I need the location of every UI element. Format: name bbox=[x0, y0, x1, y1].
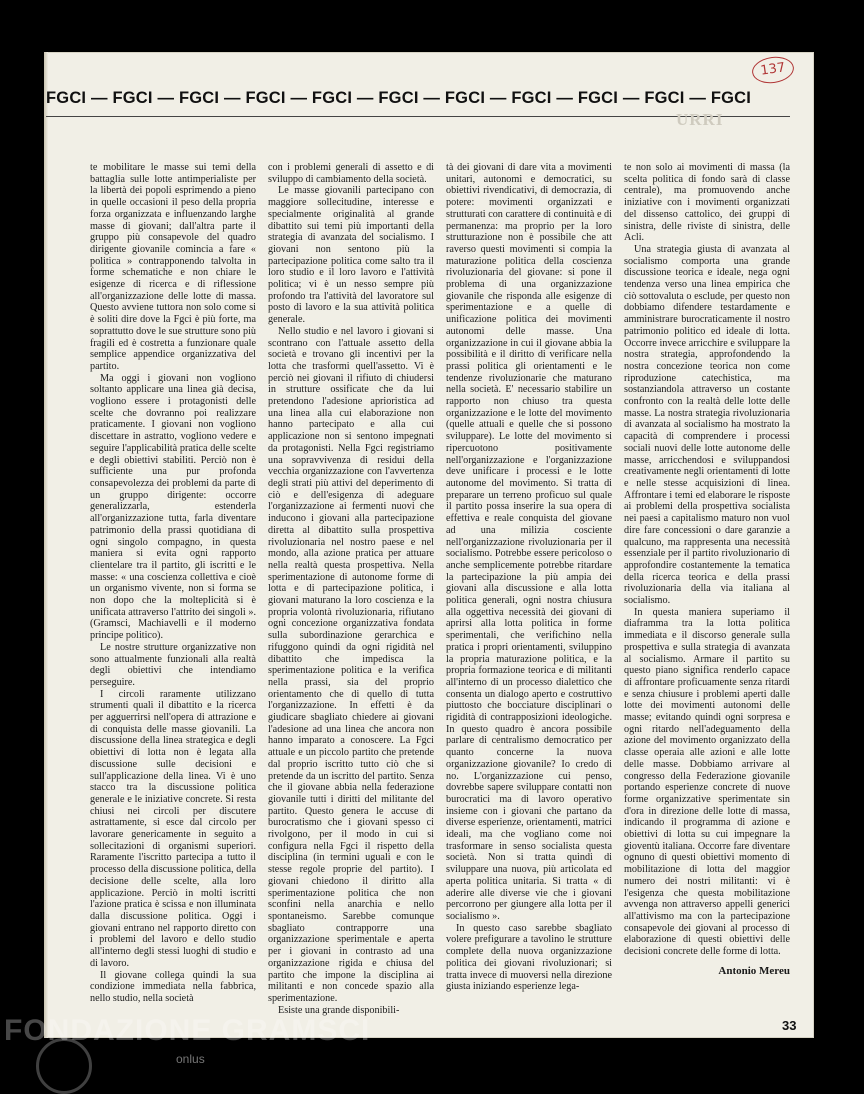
page-edge bbox=[44, 52, 48, 1038]
article-paragraph: I circoli raramente utilizzano strumenti quali il dibattito e la ricerca per agguerrirsi nell'opera di attrazione e di conquista delle masse giovanili. La discussione della linea strategica e degli obiettivi di lotta non è legata alla discussione sulle decisioni e sull'applicazione della linea. Vi è uno stacco tra la discussione politica generale e le iniziative concrete. Si resta chiusi nei circoli per discutere astrattamente, si esce dal circolo per lavorare genericamente in seguito a sollecitazioni di organismi superiori. Raramente l'iscritto partecipa a tutto il processo della discussione politica, della decisione delle scelte, alla loro applicazione. Perciò in molti iscritti l'azione pratica è scissa e non illuminata dalla discussione politica. Oggi i giovani entrano nel rapporto diretto con i problemi del lavoro e dello studio all'interno degli stessi luoghi di studio e di lavoro. bbox=[90, 688, 256, 969]
archive-watermark: FONDAZIONE GRAMSCI bbox=[4, 1014, 371, 1047]
article-column-4 bbox=[624, 162, 790, 1002]
author-signature: Antonio Mereu bbox=[718, 964, 790, 977]
article-paragraph: Esiste una grande disponibili- bbox=[278, 1004, 400, 1016]
article-paragraph: te non solo ai movimenti di massa (la scelta politica di fondo sarà di classe centrale), ma promuovendo anche iniziative con i movimenti organizzati del dissenso cattolico, dei gruppi di sinistra, delle riviste di sinistra, delle Acli. bbox=[624, 162, 790, 244]
article-column-2 bbox=[268, 162, 434, 1016]
article-paragraph: Ma oggi i giovani non vogliono soltanto applicare una linea già decisa, vogliono essere i protagonisti delle scelte che dovranno poi realizzare praticamente. I giovani non vogliono discettare in astratto, vogliono vedere e seguire l'applicabilità pratica delle scelte e degli obiettivi stabiliti. Perciò non è sufficiente una pur profonda consapevolezza dei problemi da parte di un gruppo dirigente: occorre generalizzarla, estenderla all'organizzazione tutta, farla diventare patrimonio della prassi quotidiana di ogni singolo compagno, in questa maniera si evita ogni rapporto clientelare tra il partito, gli iscritti e le masse: « una coscienza collettiva e cioè un organismo vivente, non si forma se non dopo che la molteplicità si è unificata attraverso l'attrito dei singoli ». (Gramsci, Machiavelli e il moderno principe politico). bbox=[90, 372, 256, 642]
article-paragraph: Una strategia giusta di avanzata al socialismo comporta una grande discussione teorica e ideale, nega ogni tendenza verso una linea empirica che ciò sottovaluta o esclude, per questo non dobbiamo difendere testardamente e amministrare burocraticamente il nostro patrimonio politico ed ideale di lotta. Occorre invece arricchire e sviluppare la nostra strategia, approfondendo la nostra concezione teorica non come riproduzione catechistica, ma sostanziandola attraverso un costante confronto con la realtà delle lotte delle masse. La nostra strategia rivoluzionaria di avanzata al socialismo ha mostrato la capacità di comprendere i processi sociali nuovi delle lotte autonome delle masse, arricchendosi e sviluppandosi creativamente negli orientamenti di lotte e nelle stesse acquisizioni di linea. Affrontare i temi ed elaborare le risposte ai problemi della prospettiva socialista nei paesi a capitalismo maturo non vuol dire fare concessioni o dare garanzie a qualcuno, ma rappresenta una necessità essenziale per il partito rivoluzionario di approfondire costantemente la tematica della ricerca teorica e della prassi rivoluzionaria della via italiana al socialismo. bbox=[624, 243, 790, 607]
article-paragraph: In questo caso sarebbe sbagliato volere prefigurare a tavolino le strutture complete della nuova organizzazione politica dei giovani rivoluzionari; si tratta invece di muoversi nella direzione giusta iniziando esperienze lega- bbox=[446, 922, 612, 993]
page-number: 33 bbox=[782, 1018, 797, 1033]
archive-watermark-sub: onlus bbox=[176, 1052, 205, 1066]
article-column-3 bbox=[446, 162, 612, 1002]
article-paragraph: Le nostre strutture organizzative non sono attualmente funzionali alla realtà degli obiettivi che intendiamo perseguire. bbox=[90, 641, 256, 688]
article-paragraph: Nello studio e nel lavoro i giovani si scontrano con l'attuale assetto della società e trovano gli incentivi per la lotta che trasformi quell'assetto. Vi è perciò nei giovani il rifiuto di chiudersi in strutture ossificate che da lui pretendono l'adesione aprioristica ad una linea alla cui elaborazione non hanno partecipato e alla cui applicazione non si sentono impegnati da protagonisti. Nella Fgci registriamo una sopravvivenza di residui della vecchia organizzazione con l'avvertenza degli strati più attivi del deperimento di ciò e dell'esigenza di adeguare l'organizzazione ai fermenti nuovi che inducono i giovani alla partecipazione diretta al dibattito sulla prospettiva rivoluzionaria nel nostro paese e nel mondo, alla azione pratica per attuare nella realtà questa prospettiva. Nella sperimentazione di autonome forme di lotta e di partecipazione politica, i giovani maturano la loro coscienza e la propria volontà rivoluzionaria, rifiutano ogni concezione organizzativa fondata sulla subordinazione gerarchica e rifuggono quindi da ogni rigidità nel dibattito che impedisca la sperimentazione politica e la verifica nella prassi, sia del proprio orientamento che di quello di tutta l'organizzazione. In effetti è da giudicare sbagliato chiedere ai giovani l'adesione ad una linea che ancora non hanno imparato a conoscere. La Fgci attuale e un piccolo partito che pretende dal proprio iscritto tutto ciò che si pretende da un iscritto del partito. Senza che il giovane abbia nella federazione giovanile tutti i diritti del militante del partito. Questo genera le accuse di burocratismo che i giovani spesso ci rivolgono, per il modo in cui si configura nella Fgci il rispetto della disciplina (in termini uguali e con le stesse regole proprie del partito). I giovani chiedono il diritto alla sperimentazione politica che non sconfini nella anarchia e nello spontaneismo. Sarebbe comunque sbagliato contrapporre una organizzazione sperimentale e aperta per i giovani in contrasto ad una organizzazione rigida e chiusa del partito che impone la disciplina ai militanti e non concede spazio alla sperimentazione. bbox=[268, 325, 434, 1004]
article-paragraph: Le masse giovanili partecipano con maggiore sollecitudine, interesse e specialmente originalità al grande dibattito sui temi più importanti della strategia di avanzata del socialismo. I giovani non sentono più la partecipazione politica come salto tra il loro studio e il loro lavoro e l'attività politica; vi è un nesso sempre più profondo tra l'attività del lavoratore sul posto di lavoro e la sua attività politica generale. bbox=[268, 185, 434, 326]
article-paragraph: te mobilitare le masse sui temi della battaglia sulle lotte antimperialiste per la libertà dei popoli esprimendo a pieno in quelle occasioni il peso della propria forza organizzata e influenzando larghe masse di giovani; dall'altra parte il gruppo più consapevole del quadro dirigente giovanile comincia a fare « politica » contrapponendo talvolta in forme schematiche e non chiare le esigenze di ricerca e di riflessione all'organizzazione delle lotte di massa. Questo avviene tuttora non solo come si è soliti dire dove la Fgci è più forte, ma soprattutto dove le sue strutture sono più fragili ed è costretta a funzionare quale semplice appendice organizzativa del partito. bbox=[90, 162, 256, 372]
article-paragraph: tà dei giovani di dare vita a movimenti unitari, autonomi e democratici, su obiettivi rivendicativi, di democrazia, di potere: movimenti organizzati e strutturati con carattere di continuità e di permanenza: ma proprio per la loro strutturazione non è possibile che att raverso questi movimenti si compia la maturazione politica della coscienza rivoluzionaria del giovane: si pone il problema di una organizzazione giovanile che risponda alle esigenze di sperimentazione e a quelle di unificazione politica dei movimenti autonomi delle masse. Una organizzazione in cui il giovane abbia la possibilità e il diritto di verificare nella prassi politica gli orientamenti e le tendenze rivoluzionarie che maturano nella società. E' necessario stabilire un rapporto non chiuso tra questa organizzazione e le lotte del movimento (quelle attuali e quelle che si possono sviluppare). Le lotte del movimento si ripercuotono positivamente nell'organizzazione e l'organizzazione deve unificare i processi e le lotte autonome del movimento. Si tratta di preparare un terreno proficuo sul quale il partito possa inserire la sua opera di effettiva e reale conquista del giovane ad una milizia cosciente nell'organizzazione rivoluzionaria per il socialismo. Potrebbe essere pericoloso o anche semplicemente potrebbe ritardare la partecipazione la più ampia dei giovani alla discussione e alla lotta politica generali, ogni nostra chiusura alla oggettiva necessità dei giovani di aprirsi alla lotta politica in forme sperimentali, che verifichino nella pratica i propri orientamenti, sviluppino la propria maturazione politica, e la propria formazione teorica e di militanti all'interno di un processo dialettico che consenta un dialogo aperto e costruttivo piuttosto che bocciature disciplinari o rigidità di contrapposizioni ideologiche. In questo quadro è ancora possibile parlare di centralismo democratico per quanto concerne la nuova organizzazione giovanile? Io credo di no. L'organizzazione cui penso, dovrebbe sapere sviluppare contatti non burocratici ma di lavoro operativo insieme con i giovani che partano da diverse esperienze, orientamenti, matrici ideali, ma che vogliano come noi trasformare in senso socialista questa società. Non si tratta quindi di sviluppare una nuova, più articolata ed aperta politica unitaria. Si tratta « di aderire alle diverse vie che i giovani percorrono per giungere alla lotta per il socialismo ». bbox=[446, 162, 612, 922]
article-paragraph: con i problemi generali di assetto e di sviluppo di cambiamento della società. bbox=[268, 162, 434, 185]
article-paragraph: Il giovane collega quindi la sua condizione immediata nella fabbrica, nello studio, nella società bbox=[90, 969, 256, 1004]
watermark-logo-icon bbox=[36, 1038, 92, 1094]
bleed-through-title: URRI bbox=[676, 110, 724, 129]
archive-number-stamp: 137 bbox=[750, 54, 795, 86]
section-header-strip bbox=[46, 89, 790, 108]
section-header-text: FGCI — FGCI — FGCI — FGCI — FGCI — FGCI — FGCI — FGCI — FGCI — FGCI — FGCI bbox=[46, 89, 752, 107]
article-body bbox=[90, 162, 790, 1016]
article-column-1 bbox=[90, 162, 256, 1002]
article-paragraph: In questa maniera superiamo il diaframma tra la lotta politica immediata e il discorso generale sulla prospettiva e sulla strategia di avanzata al socialismo. Armare il partito su questo piano significa renderlo capace di affrontare proficuamente senza ritardi e senza chiusure i problemi aperti dalle lotte dei movimenti autonomi delle masse; evitando quindi ogni sorpresa e ogni ritardo nell'adeguamento della azione del movimento organizzato della classe operaia alle azioni e alle lotte delle masse. Dobbiamo arrivare al congresso della Federazione giovanile portando esperienze concrete di nuove forme organizzative sperimentate sin d'ora in direzione delle lotte di massa, indicando il programma di azione e obiettivi di lotta su cui impegnare la gioventù italiana. Occorre fare diventare ognuno di questi obiettivi momento di mobilitazione di lotta del maggior numero dei nostri militanti: vi è l'esigenza che questa mobilitazione avvenga non attraverso appelli generici all'attivismo ma con la partecipazione consapevole dei giovani al processo di elaborazione di questi obiettivi delle decisioni concrete delle forme di lotta. bbox=[624, 606, 790, 958]
